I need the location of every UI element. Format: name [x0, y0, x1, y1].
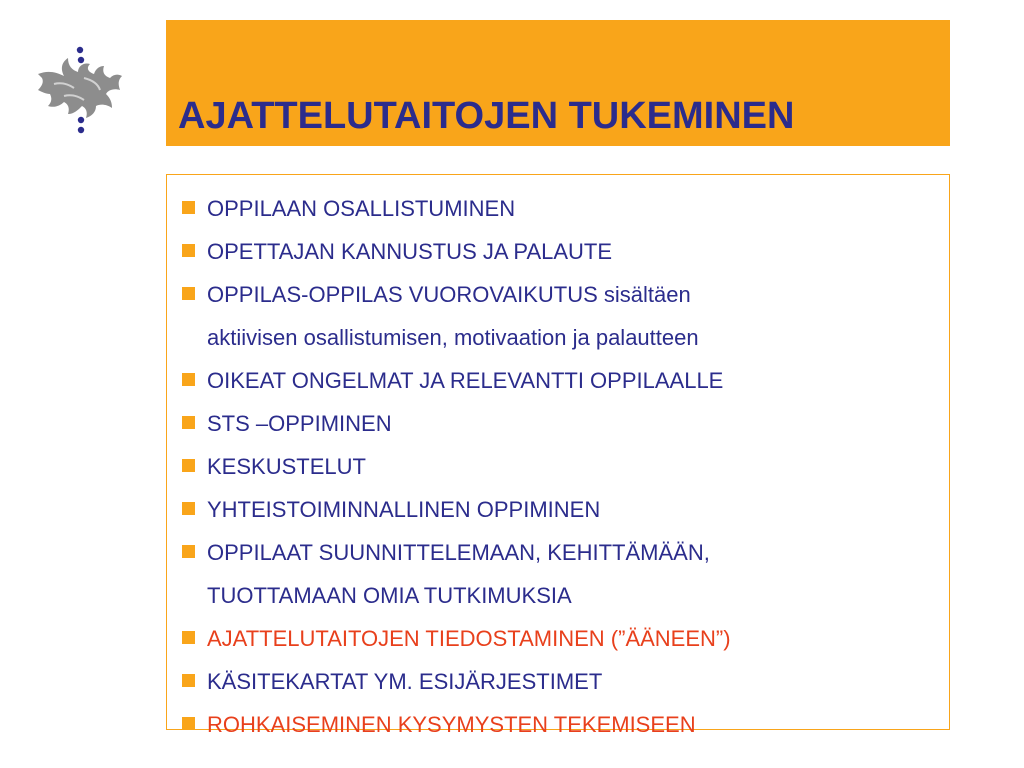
bullet-item — [179, 273, 731, 359]
bullet-text: KÄSITEKARTAT YM. ESIJÄRJESTIMET — [207, 669, 603, 694]
bullet-text: OPPILAS-OPPILAS VUOROVAIKUTUS sisältäen — [207, 282, 691, 307]
bullet-item — [179, 531, 731, 617]
content-box — [166, 174, 950, 737]
bullet-text: aktiivisen osallistumisen, motivaation ja palautteen — [207, 325, 699, 350]
bullet-item — [179, 402, 731, 445]
square-bullet-icon — [182, 373, 195, 386]
bullet-text: KESKUSTELUT — [207, 454, 366, 479]
bullet-item — [179, 230, 731, 273]
bullet-item — [179, 617, 731, 660]
bullet-text: STS –OPPIMINEN — [207, 411, 392, 436]
square-bullet-icon — [182, 459, 195, 472]
bullet-item — [179, 187, 731, 230]
square-bullet-icon — [182, 244, 195, 257]
bullet-text: OPPILAAT SUUNNITTELEMAAN, KEHITTÄMÄÄN, — [207, 540, 710, 565]
square-bullet-icon — [182, 201, 195, 214]
bullet-text: TUOTTAMAAN OMIA TUTKIMUKSIA — [207, 583, 572, 608]
bullet-item — [179, 488, 731, 531]
bullet-list — [179, 187, 731, 746]
slide-title: AJATTELUTAITOJEN TUKEMINEN — [178, 95, 795, 137]
square-bullet-icon — [182, 287, 195, 300]
square-bullet-icon — [182, 416, 195, 429]
bullet-item — [179, 445, 731, 488]
bullet-text: OPETTAJAN KANNUSTUS JA PALAUTE — [207, 239, 613, 264]
bullet-text: ROHKAISEMINEN KYSYMYSTEN TEKEMISEEN — [207, 712, 696, 737]
square-bullet-icon — [182, 502, 195, 515]
bullet-item — [179, 703, 731, 746]
bullet-text: AJATTELUTAITOJEN TIEDOSTAMINEN (”ÄÄNEEN”) — [207, 626, 731, 651]
bullet-text: YHTEISTOIMINNALLINEN OPPIMINEN — [207, 497, 601, 522]
bullet-text: OIKEAT ONGELMAT JA RELEVANTTI OPPILAALLE — [207, 368, 724, 393]
square-bullet-icon — [182, 631, 195, 644]
title-bar — [166, 20, 950, 146]
bullet-item — [179, 660, 731, 703]
university-flame-logo-icon — [34, 44, 126, 136]
square-bullet-icon — [182, 674, 195, 687]
bullet-item — [179, 359, 731, 402]
square-bullet-icon — [182, 717, 195, 730]
square-bullet-icon — [182, 545, 195, 558]
bullet-text: OPPILAAN OSALLISTUMINEN — [207, 196, 516, 221]
